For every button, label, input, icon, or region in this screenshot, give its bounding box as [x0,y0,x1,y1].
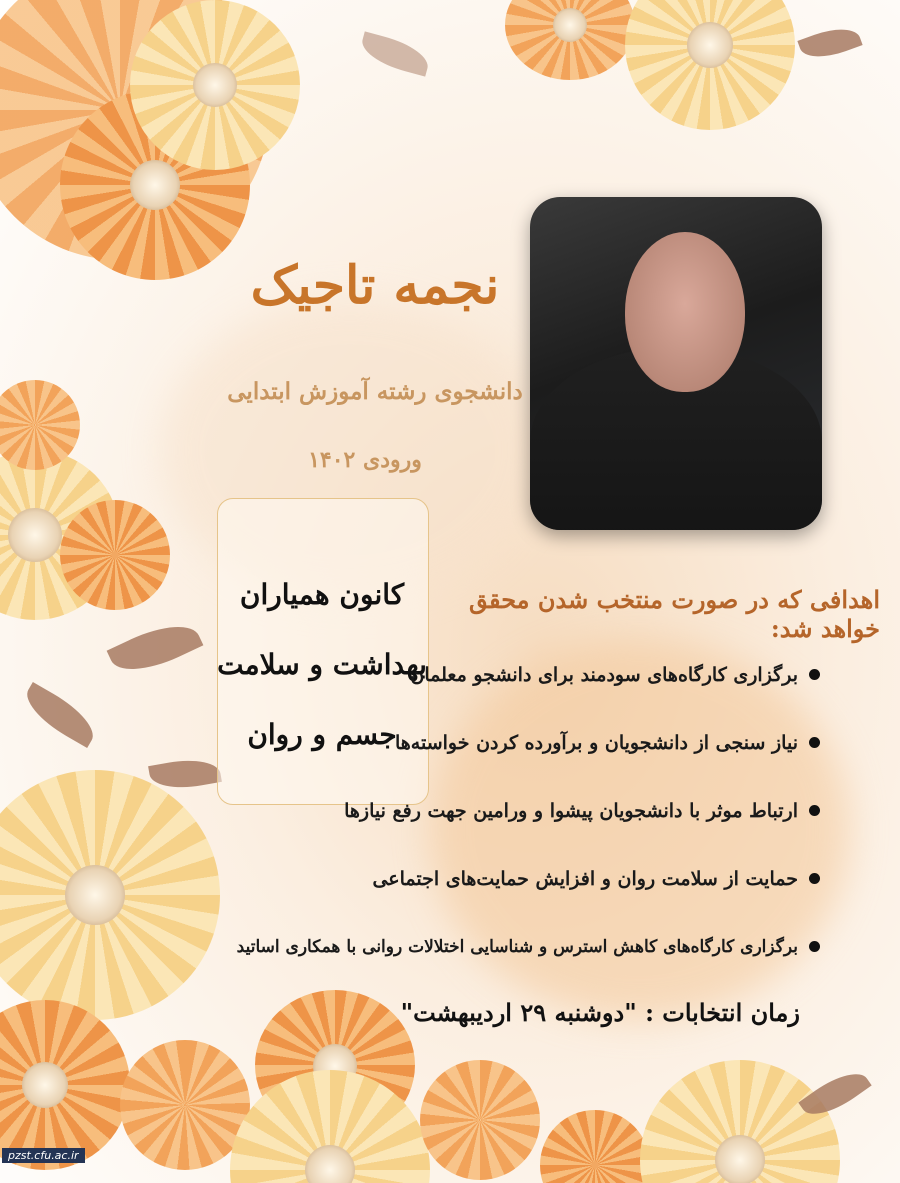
club-line-1: کانون همیاران [239,578,405,611]
goals-list [236,655,820,995]
bullet-icon [809,737,820,748]
candidate-photo [530,197,822,530]
leaf-decoration [18,682,102,748]
bullet-icon [809,669,820,680]
flower-decoration [130,0,300,170]
flower-decoration [120,1040,250,1170]
list-item: نیاز سنجی از دانشجویان و برآورده کردن خواسته‌ها [280,723,820,791]
candidate-name: نجمه تاجیک [250,255,500,316]
flower-decoration [505,0,635,80]
goals-heading: اهدافی که در صورت منتخب شدن محقق خواهد شد: [469,585,880,643]
flower-decoration [0,770,220,1020]
flower-decoration [420,1060,540,1180]
leaf-decoration [797,21,862,66]
bullet-icon [809,941,820,952]
leaf-decoration [107,613,204,684]
list-item: ارتباط موثر با دانشجویان پیشوا و ورامین جهت رفع نیازها [280,791,820,859]
candidate-entry-year: ورودی ۱۴۰۲ [308,447,422,473]
list-item: برگزاری کارگاه‌های سودمند برای دانشجو معلمان [280,655,820,723]
flower-decoration [60,500,170,610]
flower-decoration [625,0,795,130]
flower-decoration [640,1060,840,1183]
flower-decoration [0,1000,130,1170]
candidate-field: دانشجوی رشته آموزش ابتدایی [227,378,523,405]
list-item: حمایت از سلامت روان و افزایش حمایت‌های اجتماعی [280,859,820,927]
bullet-icon [809,805,820,816]
list-item: برگزاری کارگاه‌های کاهش استرس و شناسایی اختلالات روانی با همکاری اساتید [280,927,820,995]
leaf-decoration [358,31,433,76]
flower-decoration [540,1110,650,1183]
club-line-2: بهداشت و سلامت [217,648,427,681]
election-date: زمان انتخابات : "دوشنبه ۲۹ اردیبهشت" [400,998,800,1027]
site-watermark[interactable]: pzst.cfu.ac.ir [2,1148,85,1163]
bullet-icon [809,873,820,884]
club-line-3: جسم و روان [247,718,397,751]
